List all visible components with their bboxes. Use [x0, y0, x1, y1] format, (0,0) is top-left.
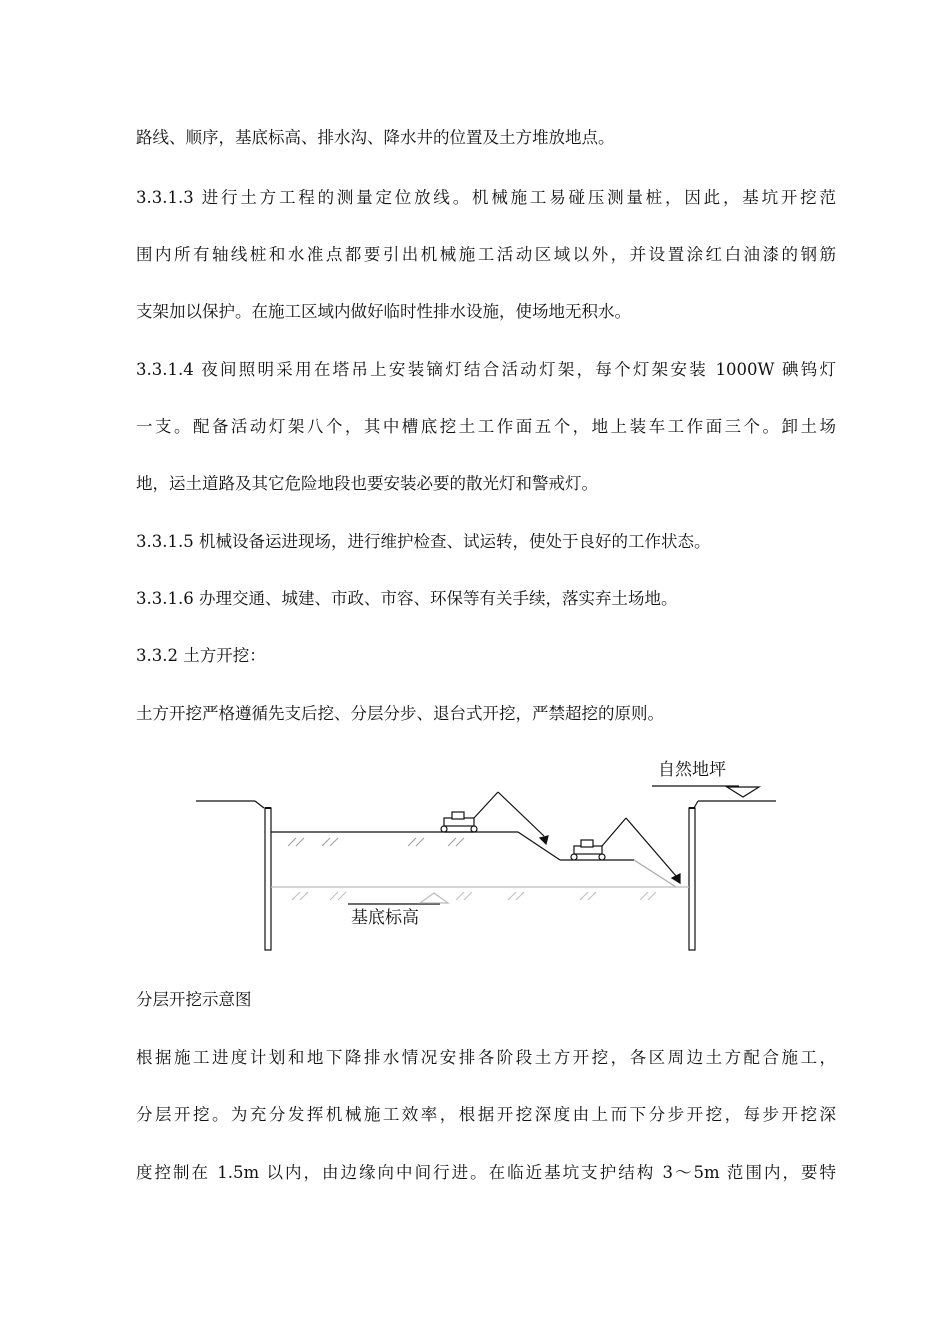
text-line-15: 度控制在 1.5m 以内，由边缘向中间行进。在临近基坑支护结构 3～5m 范围内，要特: [136, 1163, 836, 1182]
natural-ground-label: 自然地坪: [658, 760, 726, 780]
text-line-11: 土方开挖严格遵循先支后挖、分层分步、退台式开挖，严禁超挖的原则。: [136, 704, 664, 723]
right-retaining-wall: [689, 808, 695, 950]
text-line-5: 3.3.1.4 夜间照明采用在塔吊上安装镝灯结合活动灯架，每个灯架安装 1000W 碘钨灯: [136, 360, 836, 379]
layered-excavation-diagram: [0, 750, 950, 970]
figure-caption: 分层开挖示意图: [136, 990, 252, 1009]
text-line-1: 路线、顺序，基底标高、排水沟、降水井的位置及土方堆放地点。: [136, 128, 615, 147]
ground-level-marker: [727, 787, 759, 797]
left-retaining-wall: [265, 808, 271, 950]
upper-slope: [518, 832, 560, 860]
text-line-7: 地，运土道路及其它危险地段也要安装必要的散光灯和警戒灯。: [136, 474, 598, 493]
base-elevation-label: 基底标高: [351, 908, 419, 928]
text-line-13: 根据施工进度计划和地下降排水情况安排各阶段土方开挖，各区周边土方配合施工，: [136, 1048, 836, 1067]
text-line-14: 分层开挖。为充分发挥机械施工效率，根据开挖深度由上而下分步开挖，每步开挖深: [136, 1105, 836, 1124]
excavator-middle: [571, 818, 680, 883]
text-line-2: 3.3.1.3 进行土方工程的测量定位放线。机械施工易碰压测量桩，因此，基坑开挖范: [136, 188, 836, 207]
soil-hatching-upper: [288, 838, 464, 846]
text-line-3: 围内所有轴线桩和水准点都要引出机械施工活动区域以外，并设置涂红白油漆的钢筋: [136, 245, 836, 264]
text-line-6: 一支。配备活动灯架八个，其中槽底挖土工作面五个，地上装车工作面三个。卸土场: [136, 417, 836, 436]
text-line-8: 3.3.1.5 机械设备运进现场，进行维护检查、试运转，使处于良好的工作状态。: [136, 532, 711, 551]
excavator-upper: [441, 792, 548, 844]
text-line-9: 3.3.1.6 办理交通、城建、市政、市容、环保等有关手续，落实弃土场地。: [136, 589, 678, 608]
text-line-4: 支架加以保护。在施工区域内做好临时性排水设施，使场地无积水。: [136, 302, 631, 321]
section-heading: 3.3.2 土方开挖：: [136, 646, 266, 665]
lower-slope: [634, 860, 676, 887]
soil-hatching-lower: [292, 892, 656, 900]
